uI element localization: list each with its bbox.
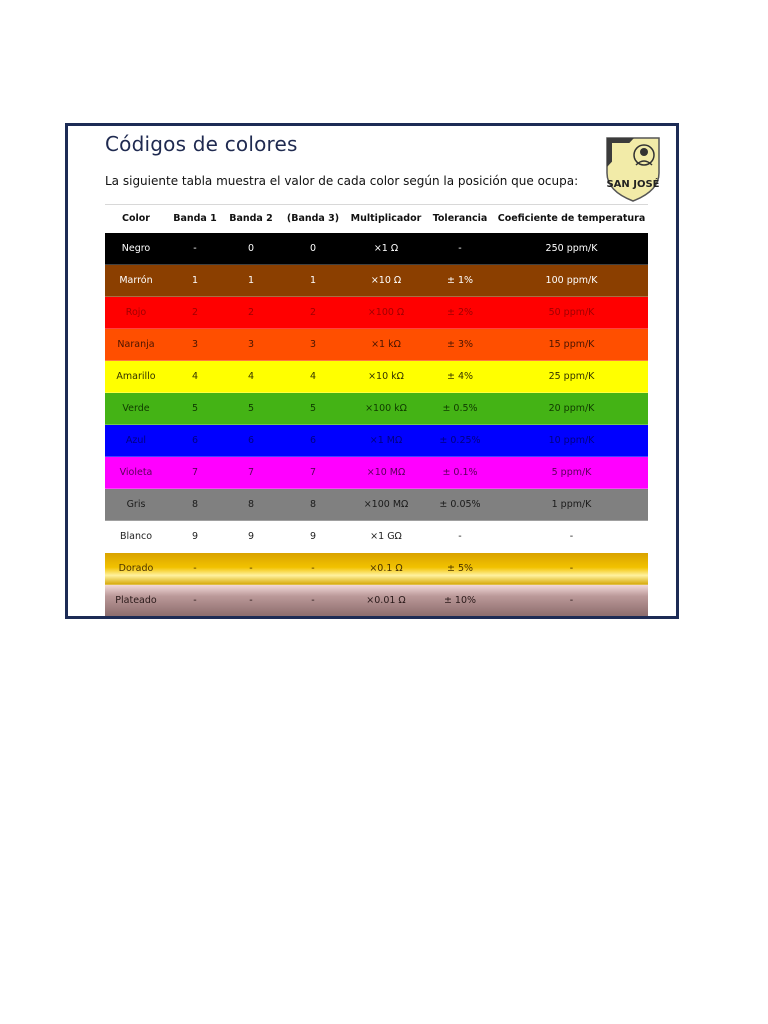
table-row bbox=[105, 297, 648, 329]
table-cell: - bbox=[167, 553, 223, 585]
table-cell: ± 10% bbox=[425, 585, 495, 617]
table-cell: 50 ppm/K bbox=[495, 297, 648, 329]
color-name-cell: Gris bbox=[105, 489, 167, 521]
color-code-table-wrap bbox=[105, 204, 648, 616]
table-cell: 2 bbox=[223, 297, 279, 329]
table-cell: 4 bbox=[279, 361, 347, 393]
table-cell: 7 bbox=[223, 457, 279, 489]
color-name-cell: Rojo bbox=[105, 297, 167, 329]
table-cell: - bbox=[279, 553, 347, 585]
color-name-cell: Azul bbox=[105, 425, 167, 457]
table-cell: 3 bbox=[223, 329, 279, 361]
table-cell: ×100 Ω bbox=[347, 297, 425, 329]
table-cell: 1 ppm/K bbox=[495, 489, 648, 521]
color-name-cell: Naranja bbox=[105, 329, 167, 361]
table-cell: 0 bbox=[223, 233, 279, 265]
table-cell: ×1 GΩ bbox=[347, 521, 425, 553]
table-cell: 9 bbox=[279, 521, 347, 553]
color-name-cell: Blanco bbox=[105, 521, 167, 553]
table-cell: ×1 MΩ bbox=[347, 425, 425, 457]
color-name-cell: Marrón bbox=[105, 265, 167, 297]
page-title: Códigos de colores bbox=[105, 132, 298, 156]
table-cell: - bbox=[495, 553, 648, 585]
table-cell: ×100 MΩ bbox=[347, 489, 425, 521]
table-cell: 1 bbox=[167, 265, 223, 297]
table-cell: ×1 Ω bbox=[347, 233, 425, 265]
table-row bbox=[105, 521, 648, 553]
table-cell: ×0.01 Ω bbox=[347, 585, 425, 617]
table-row bbox=[105, 361, 648, 393]
table-cell: 250 ppm/K bbox=[495, 233, 648, 265]
table-cell: - bbox=[495, 585, 648, 617]
table-cell: 9 bbox=[167, 521, 223, 553]
table-cell: 8 bbox=[223, 489, 279, 521]
table-cell: ± 2% bbox=[425, 297, 495, 329]
table-cell: ×10 Ω bbox=[347, 265, 425, 297]
table-cell: 2 bbox=[167, 297, 223, 329]
table-cell: - bbox=[223, 553, 279, 585]
page-subtitle: La siguiente tabla muestra el valor de cada color según la posición que ocupa: bbox=[105, 174, 579, 188]
table-cell: - bbox=[167, 585, 223, 617]
table-cell: 4 bbox=[223, 361, 279, 393]
table-cell: 100 ppm/K bbox=[495, 265, 648, 297]
column-header: Tolerancia bbox=[425, 205, 495, 233]
table-cell: 3 bbox=[167, 329, 223, 361]
table-cell: 5 bbox=[223, 393, 279, 425]
table-cell: - bbox=[167, 233, 223, 265]
table-cell: ± 5% bbox=[425, 553, 495, 585]
logo-lettering: SAN JOSÉ bbox=[606, 179, 660, 190]
table-cell: 0 bbox=[279, 233, 347, 265]
table-row bbox=[105, 265, 648, 297]
table-cell: ± 0.05% bbox=[425, 489, 495, 521]
table-cell: 7 bbox=[279, 457, 347, 489]
table-row bbox=[105, 233, 648, 265]
table-cell: - bbox=[223, 585, 279, 617]
column-header: Banda 1 bbox=[167, 205, 223, 233]
table-row bbox=[105, 553, 648, 585]
table-cell: 5 ppm/K bbox=[495, 457, 648, 489]
content-frame bbox=[65, 123, 679, 619]
table-cell: 10 ppm/K bbox=[495, 425, 648, 457]
table-cell: 2 bbox=[279, 297, 347, 329]
color-code-table bbox=[105, 204, 648, 616]
table-cell: 20 ppm/K bbox=[495, 393, 648, 425]
table-row bbox=[105, 457, 648, 489]
table-body bbox=[105, 233, 648, 617]
table-cell: ± 4% bbox=[425, 361, 495, 393]
table-row bbox=[105, 425, 648, 457]
table-cell: 6 bbox=[223, 425, 279, 457]
table-cell: ×1 kΩ bbox=[347, 329, 425, 361]
table-cell: - bbox=[495, 521, 648, 553]
color-name-cell: Dorado bbox=[105, 553, 167, 585]
table-cell: ± 0.5% bbox=[425, 393, 495, 425]
table-cell: ×10 MΩ bbox=[347, 457, 425, 489]
table-cell: 5 bbox=[279, 393, 347, 425]
table-header-row bbox=[105, 205, 648, 233]
school-shield-logo bbox=[604, 135, 662, 203]
table-cell: - bbox=[279, 585, 347, 617]
table-cell: 5 bbox=[167, 393, 223, 425]
table-cell: 6 bbox=[279, 425, 347, 457]
table-row bbox=[105, 585, 648, 617]
table-cell: 15 ppm/K bbox=[495, 329, 648, 361]
table-cell: ± 1% bbox=[425, 265, 495, 297]
table-cell: 1 bbox=[279, 265, 347, 297]
color-name-cell: Amarillo bbox=[105, 361, 167, 393]
column-header: Multiplicador bbox=[347, 205, 425, 233]
column-header: Color bbox=[105, 205, 167, 233]
table-cell: 3 bbox=[279, 329, 347, 361]
table-row bbox=[105, 489, 648, 521]
table-cell: ×10 kΩ bbox=[347, 361, 425, 393]
table-cell: 25 ppm/K bbox=[495, 361, 648, 393]
table-row bbox=[105, 329, 648, 361]
color-name-cell: Plateado bbox=[105, 585, 167, 617]
table-cell: 9 bbox=[223, 521, 279, 553]
color-name-cell: Violeta bbox=[105, 457, 167, 489]
table-cell: ± 3% bbox=[425, 329, 495, 361]
column-header: (Banda 3) bbox=[279, 205, 347, 233]
column-header: Banda 2 bbox=[223, 205, 279, 233]
color-name-cell: Verde bbox=[105, 393, 167, 425]
table-cell: - bbox=[425, 521, 495, 553]
table-cell: ± 0.1% bbox=[425, 457, 495, 489]
table-cell: 7 bbox=[167, 457, 223, 489]
table-cell: ×100 kΩ bbox=[347, 393, 425, 425]
table-cell: 8 bbox=[167, 489, 223, 521]
table-cell: 8 bbox=[279, 489, 347, 521]
table-cell: 1 bbox=[223, 265, 279, 297]
color-name-cell: Negro bbox=[105, 233, 167, 265]
column-header: Coeficiente de temperatura bbox=[495, 205, 648, 233]
table-cell: 4 bbox=[167, 361, 223, 393]
table-cell: 6 bbox=[167, 425, 223, 457]
table-cell: - bbox=[425, 233, 495, 265]
table-cell: ×0.1 Ω bbox=[347, 553, 425, 585]
table-cell: ± 0.25% bbox=[425, 425, 495, 457]
table-row bbox=[105, 393, 648, 425]
